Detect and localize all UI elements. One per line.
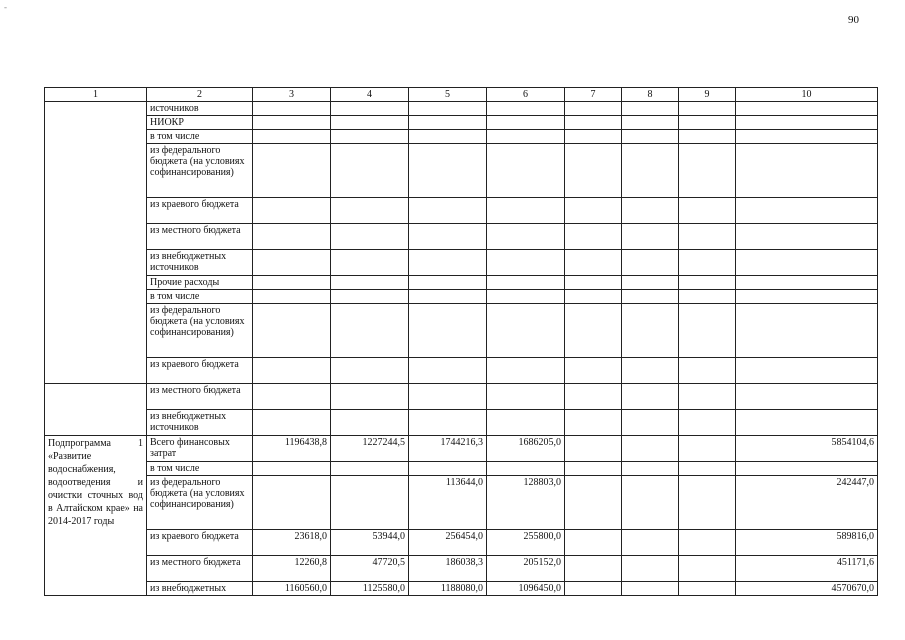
value-cell <box>622 130 679 144</box>
value-cell <box>679 582 736 596</box>
row-label: из краевого бюджета <box>147 358 253 384</box>
value-cell: 255800,0 <box>487 530 565 556</box>
value-cell <box>622 530 679 556</box>
table-row <box>45 384 878 410</box>
value-cell <box>253 276 331 290</box>
value-cell <box>565 224 622 250</box>
value-cell <box>679 304 736 358</box>
header-cell-10: 10 <box>736 88 878 102</box>
value-cell <box>487 116 565 130</box>
table-row <box>45 144 878 198</box>
value-cell <box>487 102 565 116</box>
table-row <box>45 410 878 436</box>
value-cell <box>253 462 331 476</box>
program-name-cell: Подпрограмма 1 «Развитие водоснабжения, водоотведения и очистки сточных вод в Алтайском крае» на 2014-2017 годы <box>45 436 147 596</box>
value-cell: 1188080,0 <box>409 582 487 596</box>
value-cell <box>736 384 878 410</box>
value-cell <box>253 290 331 304</box>
header-cell-7: 7 <box>565 88 622 102</box>
header-cell-4: 4 <box>331 88 409 102</box>
value-cell <box>253 358 331 384</box>
value-cell <box>409 358 487 384</box>
value-cell <box>679 436 736 462</box>
value-cell <box>622 144 679 198</box>
value-cell <box>331 384 409 410</box>
value-cell <box>331 410 409 436</box>
row-label: из внебюджетных источников <box>147 410 253 436</box>
value-cell <box>487 144 565 198</box>
header-cell-5: 5 <box>409 88 487 102</box>
value-cell <box>736 224 878 250</box>
value-cell <box>487 384 565 410</box>
value-cell <box>331 250 409 276</box>
value-cell <box>736 130 878 144</box>
value-cell: 5854104,6 <box>736 436 878 462</box>
value-cell <box>736 276 878 290</box>
value-cell <box>253 410 331 436</box>
value-cell <box>409 102 487 116</box>
value-cell <box>565 102 622 116</box>
value-cell <box>679 130 736 144</box>
row-label: из местного бюджета <box>147 556 253 582</box>
value-cell: 128803,0 <box>487 476 565 530</box>
table-row <box>45 276 878 290</box>
value-cell <box>253 224 331 250</box>
value-cell <box>622 102 679 116</box>
value-cell <box>409 384 487 410</box>
value-cell <box>736 290 878 304</box>
value-cell <box>331 116 409 130</box>
value-cell: 113644,0 <box>409 476 487 530</box>
value-cell <box>679 198 736 224</box>
value-cell <box>679 290 736 304</box>
value-cell <box>253 116 331 130</box>
value-cell <box>736 102 878 116</box>
value-cell: 205152,0 <box>487 556 565 582</box>
row-label: НИОКР <box>147 116 253 130</box>
value-cell <box>622 290 679 304</box>
value-cell <box>679 102 736 116</box>
scan-corner-mark: - <box>4 2 7 12</box>
value-cell <box>487 130 565 144</box>
value-cell <box>253 304 331 358</box>
value-cell <box>679 250 736 276</box>
value-cell <box>487 410 565 436</box>
value-cell <box>679 384 736 410</box>
row-label: из местного бюджета <box>147 224 253 250</box>
value-cell <box>409 224 487 250</box>
value-cell <box>565 436 622 462</box>
value-cell: 47720,5 <box>331 556 409 582</box>
value-cell <box>565 290 622 304</box>
value-cell: 1160560,0 <box>253 582 331 596</box>
value-cell <box>565 304 622 358</box>
value-cell <box>409 130 487 144</box>
value-cell <box>622 276 679 290</box>
row-label: из внебюджетных <box>147 582 253 596</box>
value-cell <box>409 276 487 290</box>
value-cell <box>622 556 679 582</box>
value-cell <box>331 102 409 116</box>
value-cell: 451171,6 <box>736 556 878 582</box>
value-cell <box>331 304 409 358</box>
row-label: из федерального бюджета (на условиях софинансирования) <box>147 304 253 358</box>
header-cell-2: 2 <box>147 88 253 102</box>
value-cell <box>622 582 679 596</box>
value-cell: 186038,3 <box>409 556 487 582</box>
value-cell <box>331 462 409 476</box>
value-cell: 1196438,8 <box>253 436 331 462</box>
value-cell <box>565 250 622 276</box>
value-cell <box>736 198 878 224</box>
value-cell <box>253 144 331 198</box>
row-label: Всего финансовых затрат <box>147 436 253 462</box>
value-cell: 12260,8 <box>253 556 331 582</box>
program-cell-empty <box>45 102 147 384</box>
value-cell <box>622 198 679 224</box>
table-row <box>45 304 878 358</box>
program-cell-empty <box>45 384 147 436</box>
row-label: Прочие расходы <box>147 276 253 290</box>
value-cell <box>622 224 679 250</box>
value-cell <box>679 462 736 476</box>
value-cell <box>409 116 487 130</box>
value-cell <box>565 276 622 290</box>
value-cell <box>679 530 736 556</box>
value-cell <box>679 410 736 436</box>
value-cell <box>331 224 409 250</box>
value-cell <box>331 290 409 304</box>
table-row <box>45 224 878 250</box>
row-label: из федерального бюджета (на условиях софинансирования) <box>147 144 253 198</box>
value-cell: 53944,0 <box>331 530 409 556</box>
value-cell: 4570670,0 <box>736 582 878 596</box>
value-cell <box>565 476 622 530</box>
value-cell <box>565 116 622 130</box>
row-label: из федерального бюджета (на условиях софинансирования) <box>147 476 253 530</box>
value-cell: 1125580,0 <box>331 582 409 596</box>
value-cell <box>736 116 878 130</box>
value-cell: 1227244,5 <box>331 436 409 462</box>
value-cell <box>565 198 622 224</box>
value-cell <box>487 250 565 276</box>
budget-table <box>44 87 878 596</box>
row-label: в том числе <box>147 130 253 144</box>
page-number: 90 <box>848 14 859 26</box>
value-cell <box>736 304 878 358</box>
table-row <box>45 198 878 224</box>
header-row <box>45 88 878 102</box>
value-cell <box>331 358 409 384</box>
value-cell <box>679 144 736 198</box>
value-cell <box>622 436 679 462</box>
value-cell <box>565 582 622 596</box>
table-row <box>45 476 878 530</box>
table-row <box>45 462 878 476</box>
header-cell-3: 3 <box>253 88 331 102</box>
value-cell: 1744216,3 <box>409 436 487 462</box>
value-cell <box>409 290 487 304</box>
value-cell <box>622 410 679 436</box>
value-cell: 256454,0 <box>409 530 487 556</box>
value-cell: 589816,0 <box>736 530 878 556</box>
value-cell <box>253 102 331 116</box>
value-cell <box>487 224 565 250</box>
value-cell <box>565 556 622 582</box>
value-cell <box>679 276 736 290</box>
value-cell <box>253 198 331 224</box>
value-cell <box>679 358 736 384</box>
value-cell <box>331 130 409 144</box>
value-cell <box>409 304 487 358</box>
table-row <box>45 358 878 384</box>
table-row <box>45 102 878 116</box>
value-cell <box>253 250 331 276</box>
value-cell <box>622 250 679 276</box>
value-cell <box>487 198 565 224</box>
value-cell <box>565 410 622 436</box>
row-label: источников <box>147 102 253 116</box>
value-cell <box>736 250 878 276</box>
value-cell <box>409 462 487 476</box>
value-cell <box>565 130 622 144</box>
table-row <box>45 530 878 556</box>
table-row <box>45 290 878 304</box>
value-cell <box>253 130 331 144</box>
value-cell <box>487 304 565 358</box>
header-cell-8: 8 <box>622 88 679 102</box>
table-row <box>45 556 878 582</box>
header-cell-6: 6 <box>487 88 565 102</box>
value-cell <box>409 198 487 224</box>
value-cell <box>622 476 679 530</box>
value-cell <box>736 144 878 198</box>
value-cell <box>679 476 736 530</box>
value-cell <box>736 410 878 436</box>
value-cell <box>679 556 736 582</box>
header-cell-9: 9 <box>679 88 736 102</box>
header-cell-1: 1 <box>45 88 147 102</box>
value-cell <box>622 304 679 358</box>
row-label: в том числе <box>147 290 253 304</box>
value-cell <box>622 116 679 130</box>
table-row <box>45 116 878 130</box>
row-label: из внебюджетных источников <box>147 250 253 276</box>
row-label: в том числе <box>147 462 253 476</box>
value-cell <box>253 384 331 410</box>
value-cell <box>487 358 565 384</box>
value-cell <box>622 462 679 476</box>
value-cell: 1096450,0 <box>487 582 565 596</box>
value-cell <box>487 290 565 304</box>
value-cell: 1686205,0 <box>487 436 565 462</box>
value-cell <box>565 530 622 556</box>
value-cell <box>679 224 736 250</box>
value-cell <box>331 144 409 198</box>
row-label: из краевого бюджета <box>147 198 253 224</box>
value-cell <box>565 358 622 384</box>
value-cell <box>409 144 487 198</box>
value-cell <box>409 410 487 436</box>
value-cell <box>253 476 331 530</box>
value-cell <box>679 116 736 130</box>
value-cell <box>409 250 487 276</box>
value-cell <box>565 384 622 410</box>
value-cell <box>622 384 679 410</box>
value-cell <box>565 144 622 198</box>
value-cell <box>736 358 878 384</box>
value-cell <box>331 198 409 224</box>
value-cell <box>331 476 409 530</box>
table-row <box>45 582 878 596</box>
value-cell <box>331 276 409 290</box>
table-row <box>45 250 878 276</box>
value-cell: 242447,0 <box>736 476 878 530</box>
table-row <box>45 436 878 462</box>
row-label: из краевого бюджета <box>147 530 253 556</box>
value-cell <box>565 462 622 476</box>
value-cell: 23618,0 <box>253 530 331 556</box>
row-label: из местного бюджета <box>147 384 253 410</box>
value-cell <box>736 462 878 476</box>
table-row <box>45 130 878 144</box>
value-cell <box>487 276 565 290</box>
value-cell <box>622 358 679 384</box>
value-cell <box>487 462 565 476</box>
